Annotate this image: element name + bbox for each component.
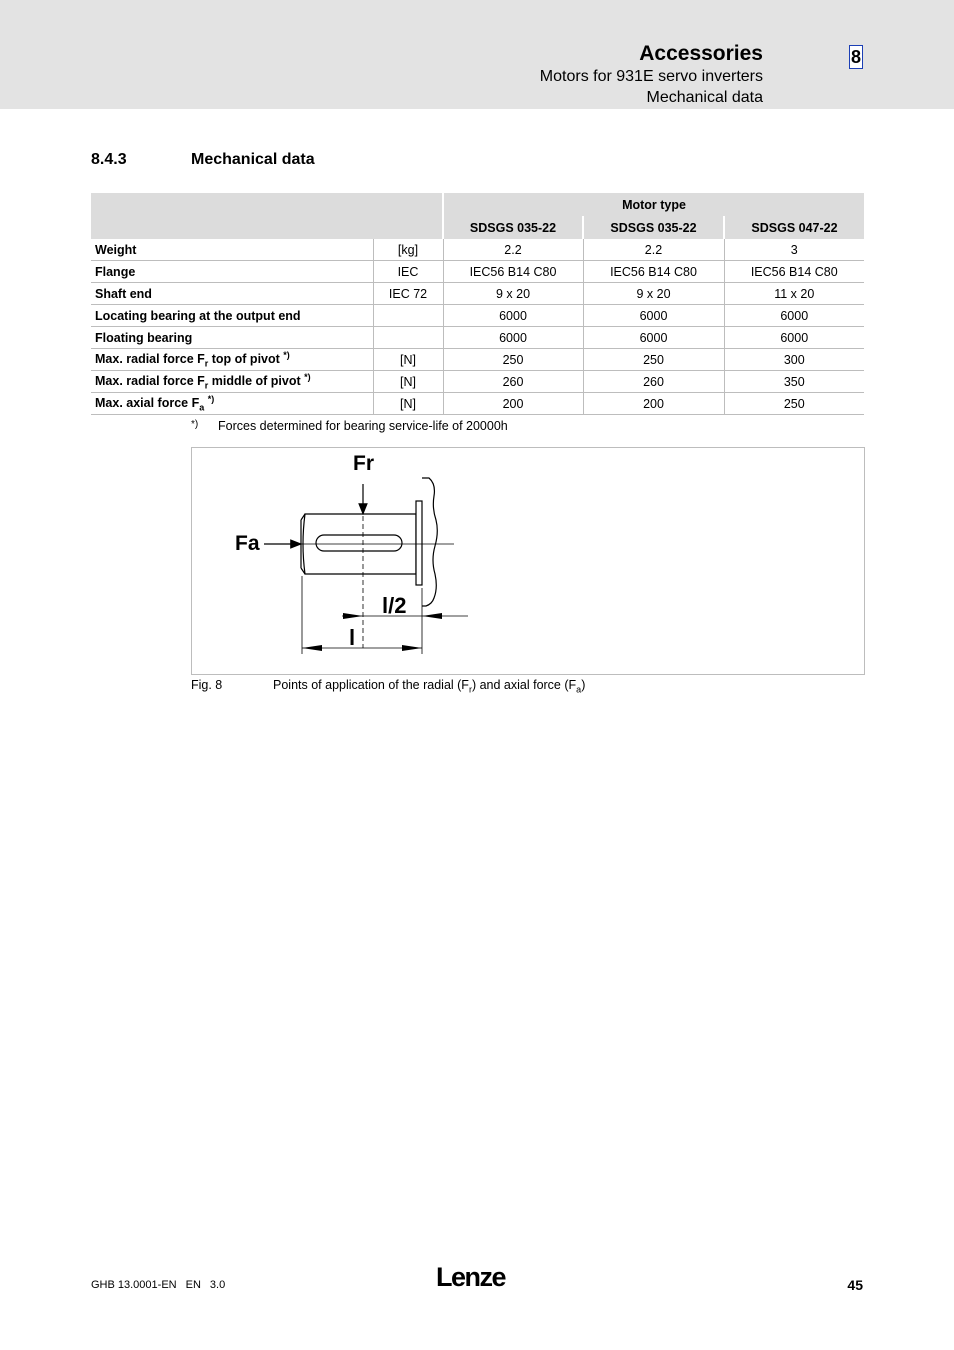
row-label: Floating bearing	[91, 327, 373, 349]
row-unit: IEC	[373, 261, 443, 283]
fa-label: Fa	[235, 532, 260, 555]
table-cell: 250	[583, 349, 724, 371]
section-title: Mechanical data	[191, 151, 315, 168]
table-row	[91, 371, 864, 393]
mechanical-data-table	[91, 193, 864, 415]
table-cell: 2.2	[443, 239, 583, 261]
column-header: SDSGS 047-22	[724, 216, 864, 239]
figure-caption: Points of application of the radial $(F_r)$ and axial force $(F_a)$	[273, 678, 586, 695]
table-cell: 6000	[443, 305, 583, 327]
figure-number: Fig. 8	[191, 678, 223, 692]
table-cell: 260	[443, 371, 583, 393]
row-label: Shaft end	[91, 283, 373, 305]
row-unit: [N]	[373, 349, 443, 371]
table-row	[91, 283, 864, 305]
table-cell: 6000	[583, 327, 724, 349]
chapter-subtitle: Motors for 931E servo inverters	[539, 68, 763, 85]
section-subtitle: Mechanical data	[646, 89, 763, 106]
table-cell: 9 x 20	[443, 283, 583, 305]
table-cell: 260	[583, 371, 724, 393]
section-number: 8.4.3	[91, 151, 127, 168]
lenze-logo: Lenze	[436, 1262, 506, 1292]
motor-flange	[416, 478, 437, 606]
table-row	[91, 261, 864, 283]
table-cell: 2.2	[583, 239, 724, 261]
column-header: SDSGS 035-22	[583, 216, 724, 239]
row-unit	[373, 327, 443, 349]
motor-type-header: Motor type	[443, 193, 864, 216]
table-row	[91, 327, 864, 349]
shaft-force-figure	[191, 447, 865, 675]
row-label: Flange	[91, 261, 373, 283]
table-cell: 9 x 20	[583, 283, 724, 305]
table-corner-cell	[91, 193, 443, 239]
table-cell: 6000	[724, 305, 864, 327]
row-unit: [N]	[373, 393, 443, 415]
document-reference: GHB 13.0001-EN EN 3.0	[91, 1279, 226, 1291]
length-label: l	[349, 625, 356, 650]
table-cell: 6000	[724, 327, 864, 349]
header-band	[0, 0, 954, 109]
row-label: Max. radial force $F_r$ middle of pivot *)	[91, 371, 373, 393]
column-header: SDSGS 035-22	[443, 216, 583, 239]
page-number: 45	[847, 1277, 863, 1293]
chapter-title: Accessories	[639, 42, 763, 65]
row-unit: IEC 72	[373, 283, 443, 305]
table-cell: 250	[724, 393, 864, 415]
footnote-text: Forces determined for bearing service-life of 20000h	[218, 419, 508, 433]
table-row	[91, 393, 864, 415]
row-label: Max. radial force $F_r$ top of pivot *)	[91, 349, 373, 371]
row-unit: [N]	[373, 371, 443, 393]
table-cell: 200	[583, 393, 724, 415]
row-label: Locating bearing at the output end	[91, 305, 373, 327]
table-cell: 250	[443, 349, 583, 371]
row-unit: [kg]	[373, 239, 443, 261]
half-length-label: l/2	[382, 593, 407, 618]
table-cell: 6000	[443, 327, 583, 349]
row-label: Weight	[91, 239, 373, 261]
dimension-arrowhead	[343, 613, 363, 619]
dimension-arrowhead	[302, 645, 322, 651]
table-cell: 200	[443, 393, 583, 415]
table-cell: IEC56 B14 C80	[583, 261, 724, 283]
chapter-number-badge[interactable]: 8	[850, 47, 861, 67]
table-row	[91, 349, 864, 371]
table-cell: 350	[724, 371, 864, 393]
row-label: Max. axial force $F_a$ *)	[91, 393, 373, 415]
fr-label: Fr	[353, 452, 374, 475]
footnote-mark: *)	[191, 419, 199, 430]
table-cell: 3	[724, 239, 864, 261]
table-cell: 11 x 20	[724, 283, 864, 305]
row-unit	[373, 305, 443, 327]
table-cell: 300	[724, 349, 864, 371]
dimension-arrowhead	[422, 613, 442, 619]
table-cell: IEC56 B14 C80	[724, 261, 864, 283]
table-cell: IEC56 B14 C80	[443, 261, 583, 283]
shaft-diagram	[192, 448, 864, 674]
dimension-arrowhead	[402, 645, 422, 651]
table-cell: 6000	[583, 305, 724, 327]
table-row	[91, 305, 864, 327]
table-row	[91, 239, 864, 261]
